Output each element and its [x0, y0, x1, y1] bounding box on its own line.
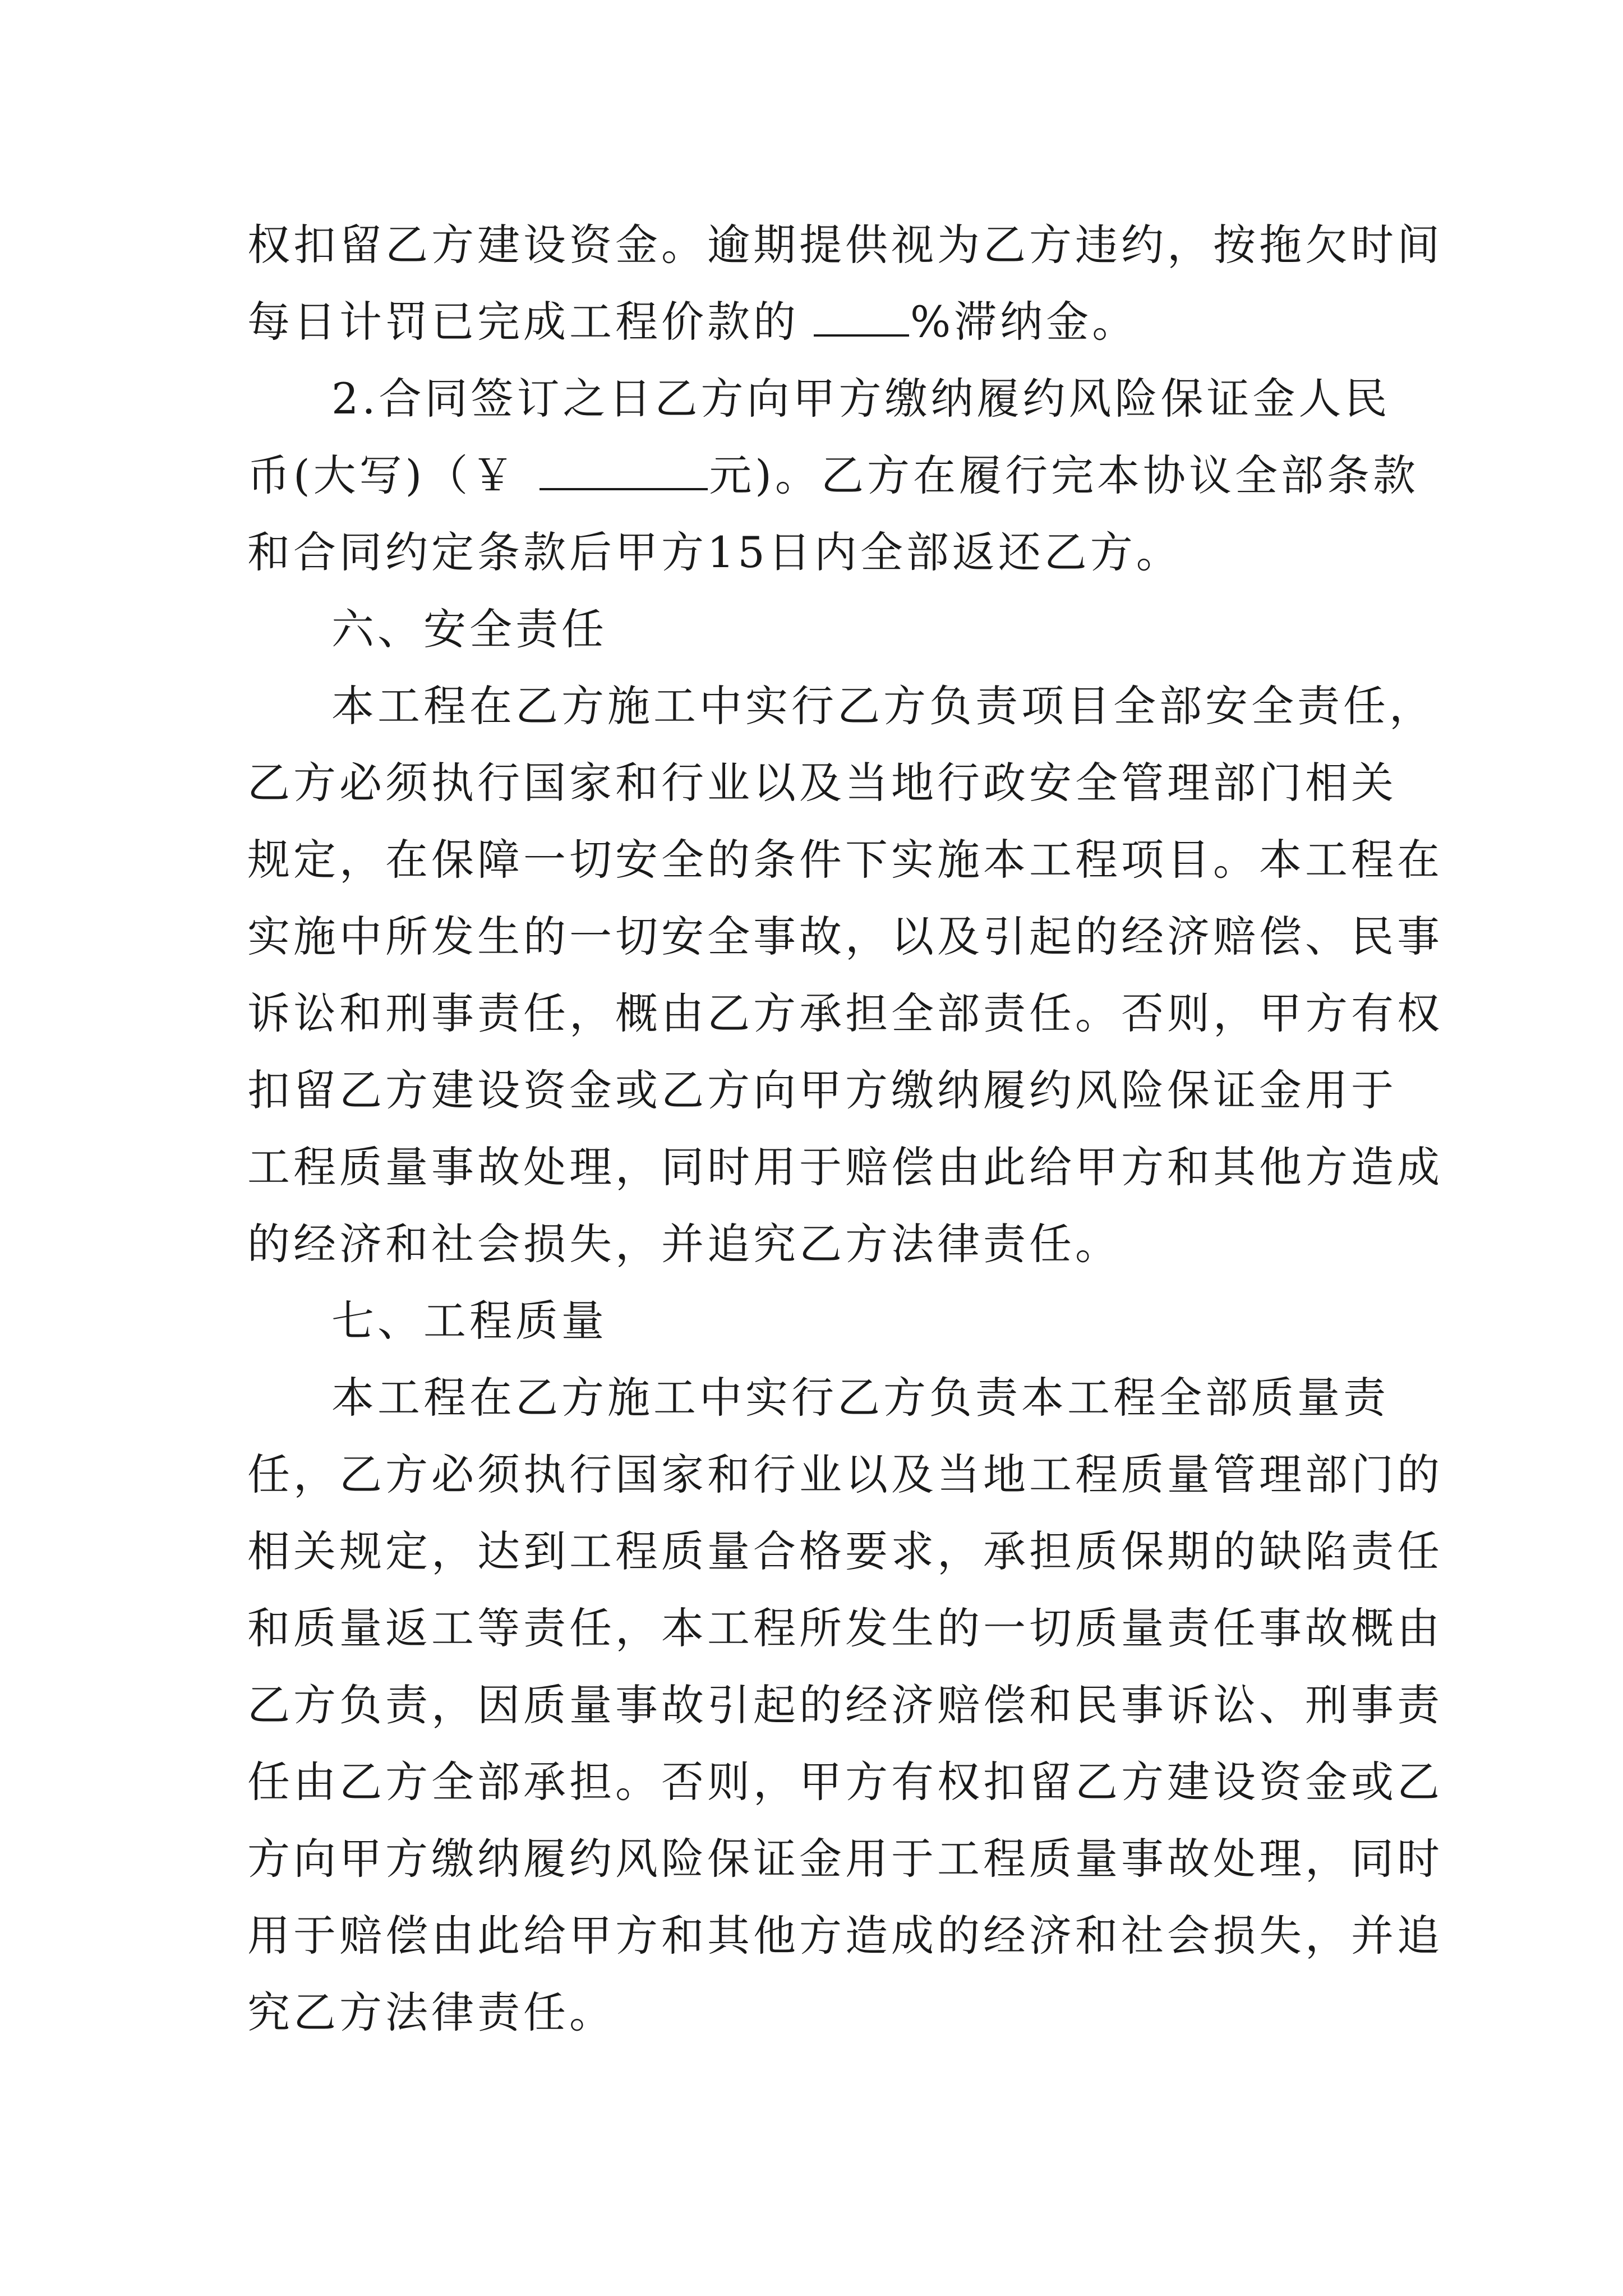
- paragraph-line: 本工程在乙方施工中实行乙方负责项目全部安全责任，: [331, 681, 1435, 731]
- paragraph-line: 诉讼和刑事责任，概由乙方承担全部责任。否则，甲方有权: [247, 988, 1443, 1038]
- paragraph-line: 工程质量事故处理，同时用于赔偿由此给甲方和其他方造成: [247, 1142, 1443, 1192]
- line-text: %滞纳金。: [910, 297, 1138, 347]
- paragraph-line: 本工程在乙方施工中实行乙方负责本工程全部质量责: [331, 1373, 1389, 1423]
- paragraph-line: 任，乙方必须执行国家和行业以及当地工程质量管理部门的: [247, 1450, 1443, 1499]
- paragraph-line: 用于赔偿由此给甲方和其他方造成的经济和社会损失，并追: [247, 1911, 1443, 1961]
- paragraph-line: 实施中所发生的一切安全事故，以及引起的经济赔偿、民事: [247, 912, 1443, 961]
- paragraph-line: 规定，在保障一切安全的条件下实施本工程项目。本工程在: [247, 835, 1443, 885]
- paragraph-line: 扣留乙方建设资金或乙方向甲方缴纳履约风险保证金用于: [247, 1065, 1397, 1115]
- late-fee-rate-blank: [814, 297, 909, 337]
- paragraph-line: 和合同约定条款后甲方15日内全部返还乙方。: [247, 527, 1182, 577]
- line-text: 元)。乙方在履行完本协议全部条款: [709, 450, 1419, 500]
- paragraph-line: 乙方负责，因质量事故引起的经济赔偿和民事诉讼、刑事责: [247, 1680, 1443, 1730]
- paragraph-line: 乙方必须执行国家和行业以及当地行政安全管理部门相关: [247, 758, 1397, 808]
- paragraph-line: 权扣留乙方建设资金。逾期提供视为乙方违约，按拖欠时间: [247, 220, 1443, 270]
- deposit-amount-blank: [540, 451, 708, 490]
- paragraph-line: 和质量返工等责任，本工程所发生的一切质量责任事故概由: [247, 1603, 1443, 1653]
- paragraph-line: 方向甲方缴纳履约风险保证金用于工程质量事故处理，同时: [247, 1834, 1443, 1884]
- paragraph-line: 究乙方法律责任。: [247, 1987, 615, 2037]
- paragraph-line: 任由乙方全部承担。否则，甲方有权扣留乙方建设资金或乙: [247, 1757, 1443, 1807]
- contract-body-text: [247, 206, 1443, 2051]
- section-heading-safety: 六、安全责任: [331, 604, 607, 654]
- paragraph-line: 的经济和社会损失，并追究乙方法律责任。: [247, 1219, 1121, 1269]
- paragraph-line: 相关规定，达到工程质量合格要求，承担质保期的缺陷责任: [247, 1526, 1443, 1576]
- section-heading-quality: 七、工程质量: [331, 1296, 607, 1346]
- line-text: 每日计罚已完成工程价款的: [247, 297, 799, 347]
- clause-2-line: 2.合同签订之日乙方向甲方缴纳履约风险保证金人民: [331, 374, 1391, 424]
- paragraph-line: [247, 283, 1391, 360]
- line-text: 币(大写)（￥: [247, 450, 518, 500]
- paragraph-line: [247, 437, 1419, 514]
